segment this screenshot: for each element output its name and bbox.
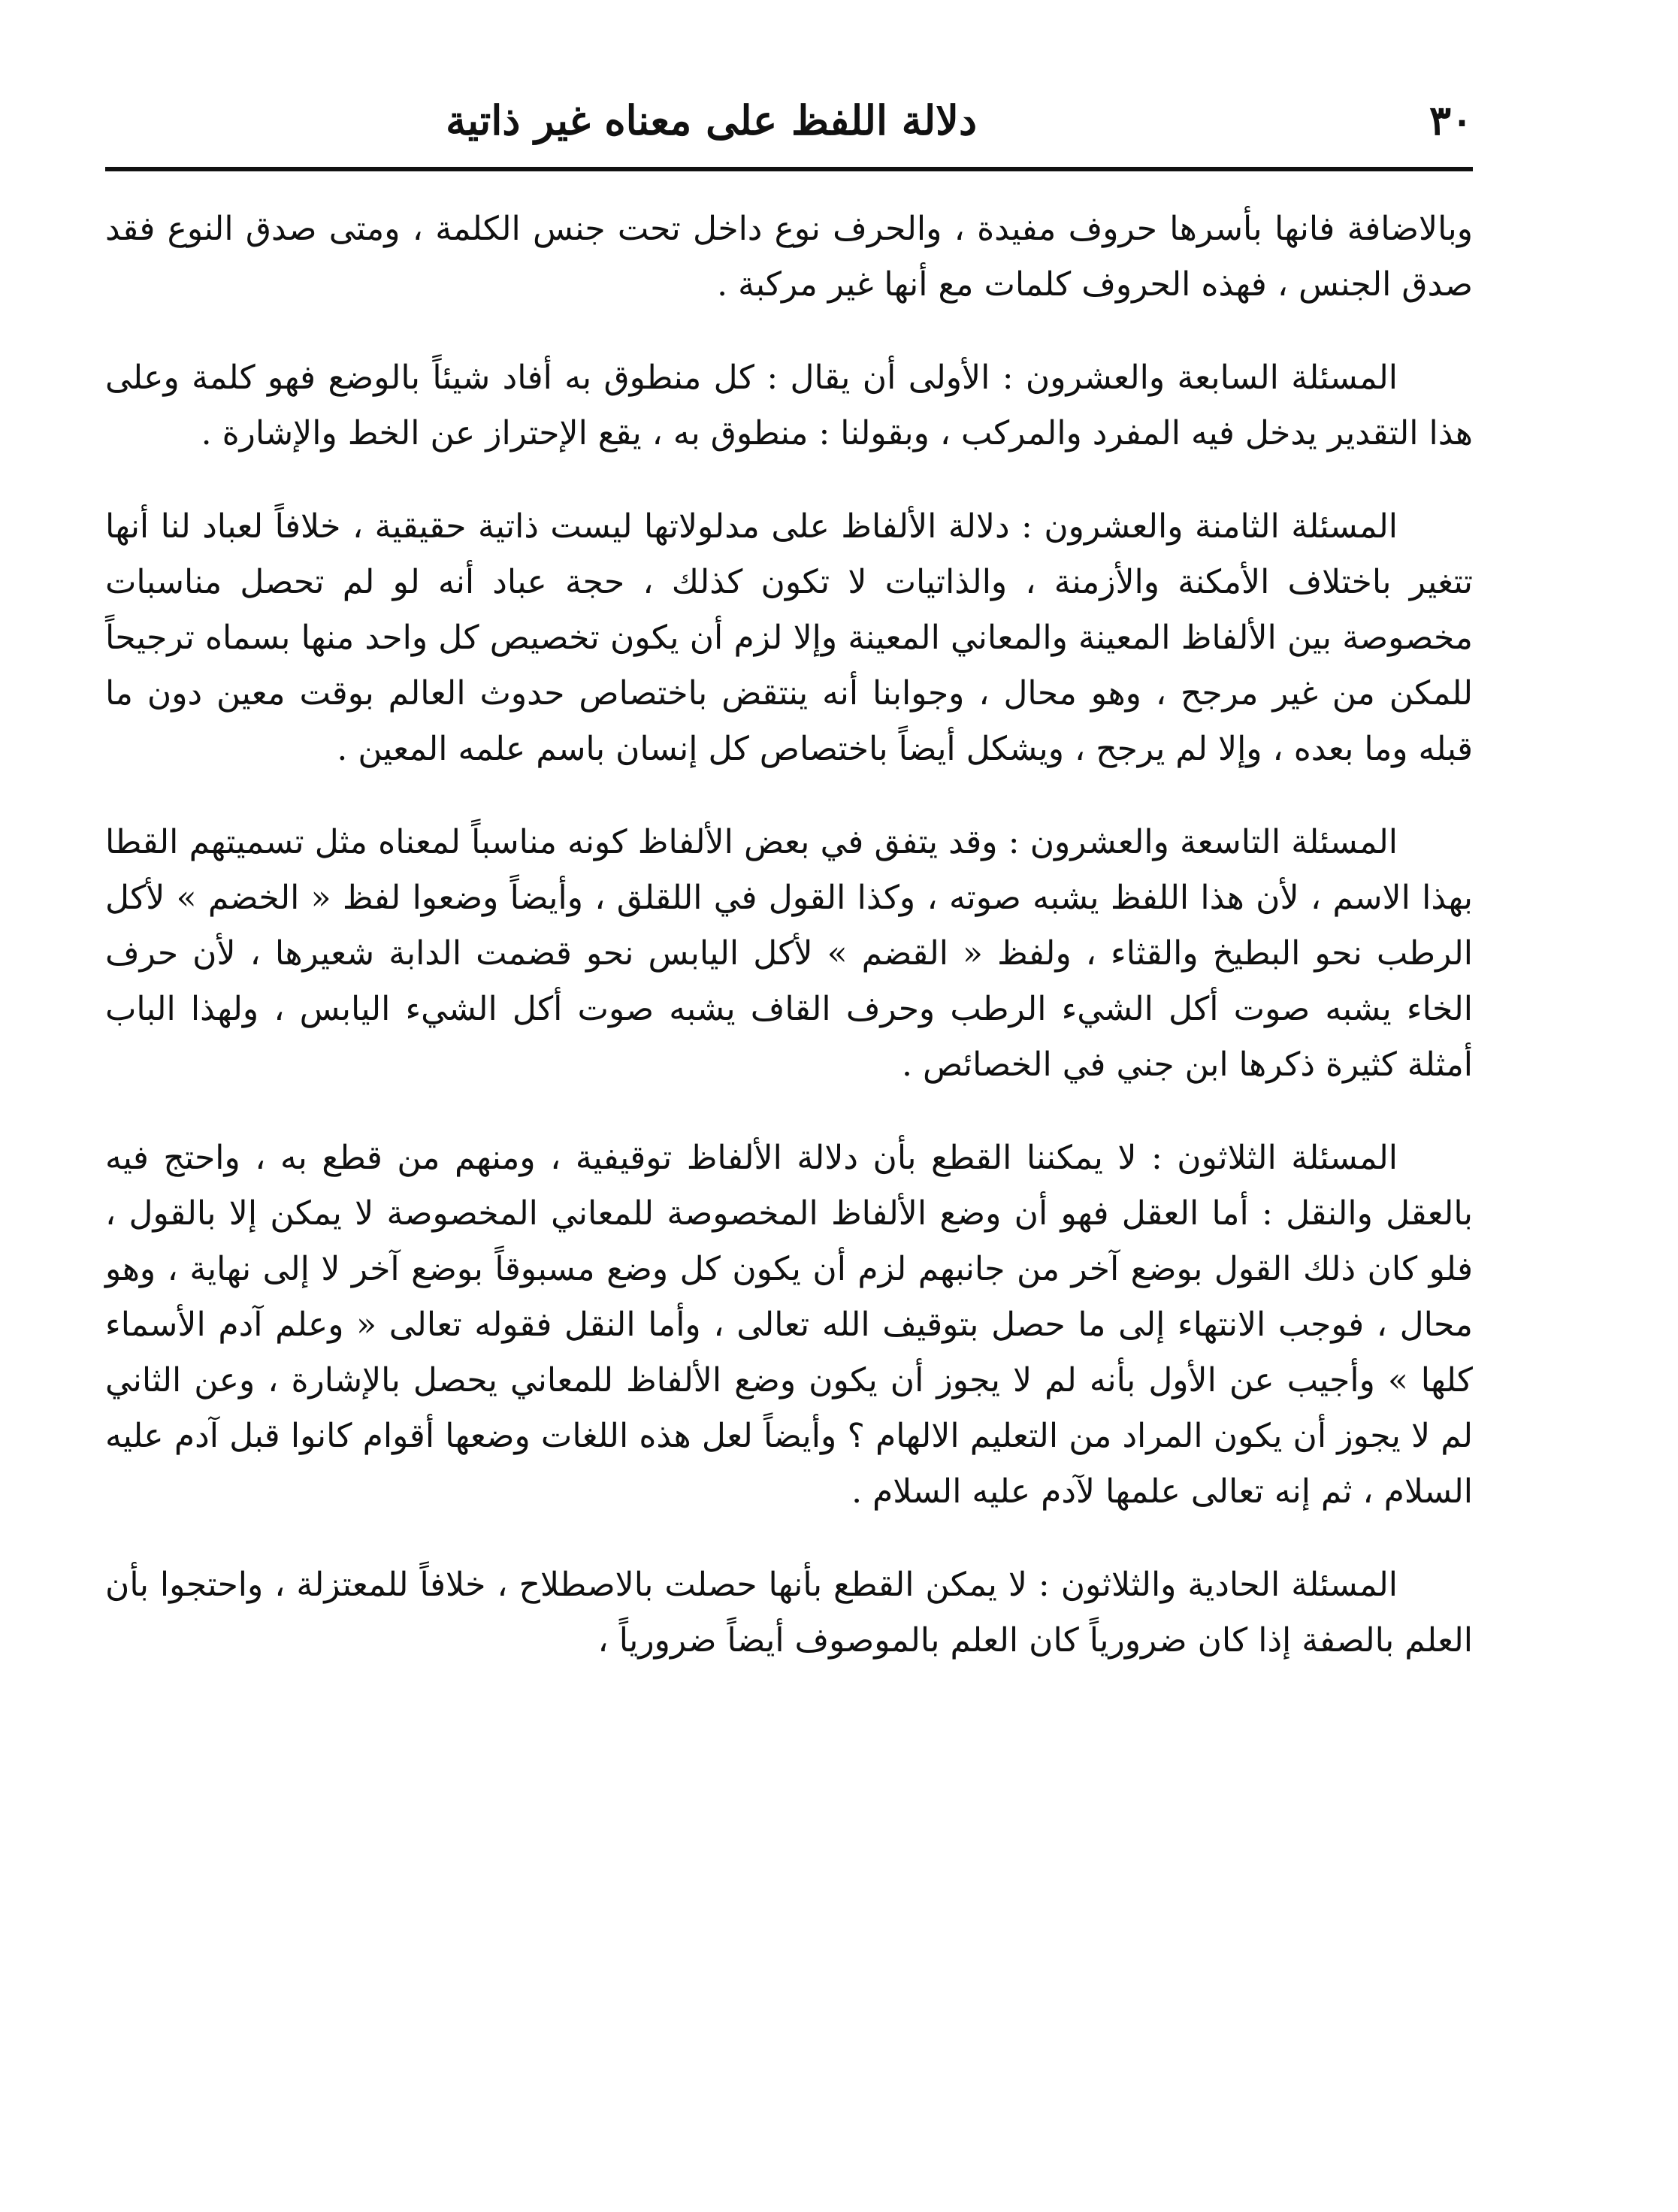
paragraph-issue-28: المسئلة الثامنة والعشرون : دلالة الألفاظ على مدلولاتها ليست ذاتية حقيقية ، خلافاً لعباد لنا أنها تتغير باختلاف الأمكنة والأزمنة ، والذاتيات لا تكون كذلك ، حجة عباد أنه لو لم تحصل مناسبات مخصوصة بين الألفاظ المعينة والمعاني المعينة وإلا لزم أن يكون تخصيص كل واحد منها بسماه ترجيحاً للمكن من غير مرجح ، وهو محال ، وجوابنا أنه ينتقض باختصاص حدوث العالم بوقت معين دون ما قبله وما بعده ، وإلا لم يرجح ، ويشكل أيضاً باختصاص كل إنسان باسم علمه المعين . (105, 507, 1473, 768)
page-header (105, 83, 1473, 165)
paragraph-issue-29: المسئلة التاسعة والعشرون : وقد يتفق في بعض الألفاظ كونه مناسباً لمعناه مثل تسميتهم القطا بهذا الاسم ، لأن هذا اللفظ يشبه صوته ، وكذا القول في اللقلق ، وأيضاً وضعوا لفظ « الخضم » لأكل الرطب نحو البطيخ والقثاء ، ولفظ « القضم » لأكل اليابس نحو قضمت الدابة شعيرها ، لأن حرف الخاء يشبه صوت أكل الشيء الرطب وحرف القاف يشبه صوت أكل الشيء اليابس ، ولهذا الباب أمثلة كثيرة ذكرها ابن جني في الخصائص . (105, 823, 1473, 1084)
paragraph-issue-31: المسئلة الحادية والثلاثون : لا يمكن القطع بأنها حصلت بالاصطلاح ، خلافاً للمعتزلة ، واحتجوا بأن العلم بالصفة إذا كان ضرورياً كان العلم بالموصوف أيضاً ضرورياً ، (105, 1566, 1473, 1660)
page-number: ٣٠ (1429, 96, 1473, 144)
header-rule (105, 167, 1473, 171)
body-text (105, 201, 1473, 1706)
paragraph-continuation: وبالاضافة فانها بأسرها حروف مفيدة ، والحرف نوع داخل تحت جنس الكلمة ، ومتى صدق النوع فقد صدق الجنس ، فهذه الحروف كلمات مع أنها غير مركبة . (105, 210, 1473, 304)
paragraph-issue-30: المسئلة الثلاثون : لا يمكننا القطع بأن دلالة الألفاظ توقيفية ، ومنهم من قطع به ، واحتج فيه بالعقل والنقل : أما العقل فهو أن وضع الألفاظ المخصوصة للمعاني المخصوصة لا يمكن إلا بالقول ، فلو كان ذلك القول بوضع آخر من جانبهم لزم أن يكون كل وضع مسبوقاً بوضع آخر لا إلى نهاية ، وهو محال ، فوجب الانتهاء إلى ما حصل بتوقيف الله تعالى ، وأما النقل فقوله تعالى « وعلم آدم الأسماء كلها » وأجيب عن الأول بأنه لم لا يجوز أن يكون وضع الألفاظ للمعاني يحصل بالإشارة ، وعن الثاني لم لا يجوز أن يكون المراد من التعليم الالهام ؟ وأيضاً لعل هذه اللغات وضعها أقوام كانوا قبل آدم عليه السلام ، ثم إنه تعالى علمها لآدم عليه السلام . (105, 1139, 1473, 1511)
paragraph-issue-27: المسئلة السابعة والعشرون : الأولى أن يقال : كل منطوق به أفاد شيئاً بالوضع فهو كلمة وعلى هذا التقدير يدخل فيه المفرد والمركب ، وبقولنا : منطوق به ، يقع الإحتراز عن الخط والإشارة . (105, 359, 1473, 452)
running-title: دلالة اللفظ على معناه غير ذاتية (446, 96, 977, 144)
